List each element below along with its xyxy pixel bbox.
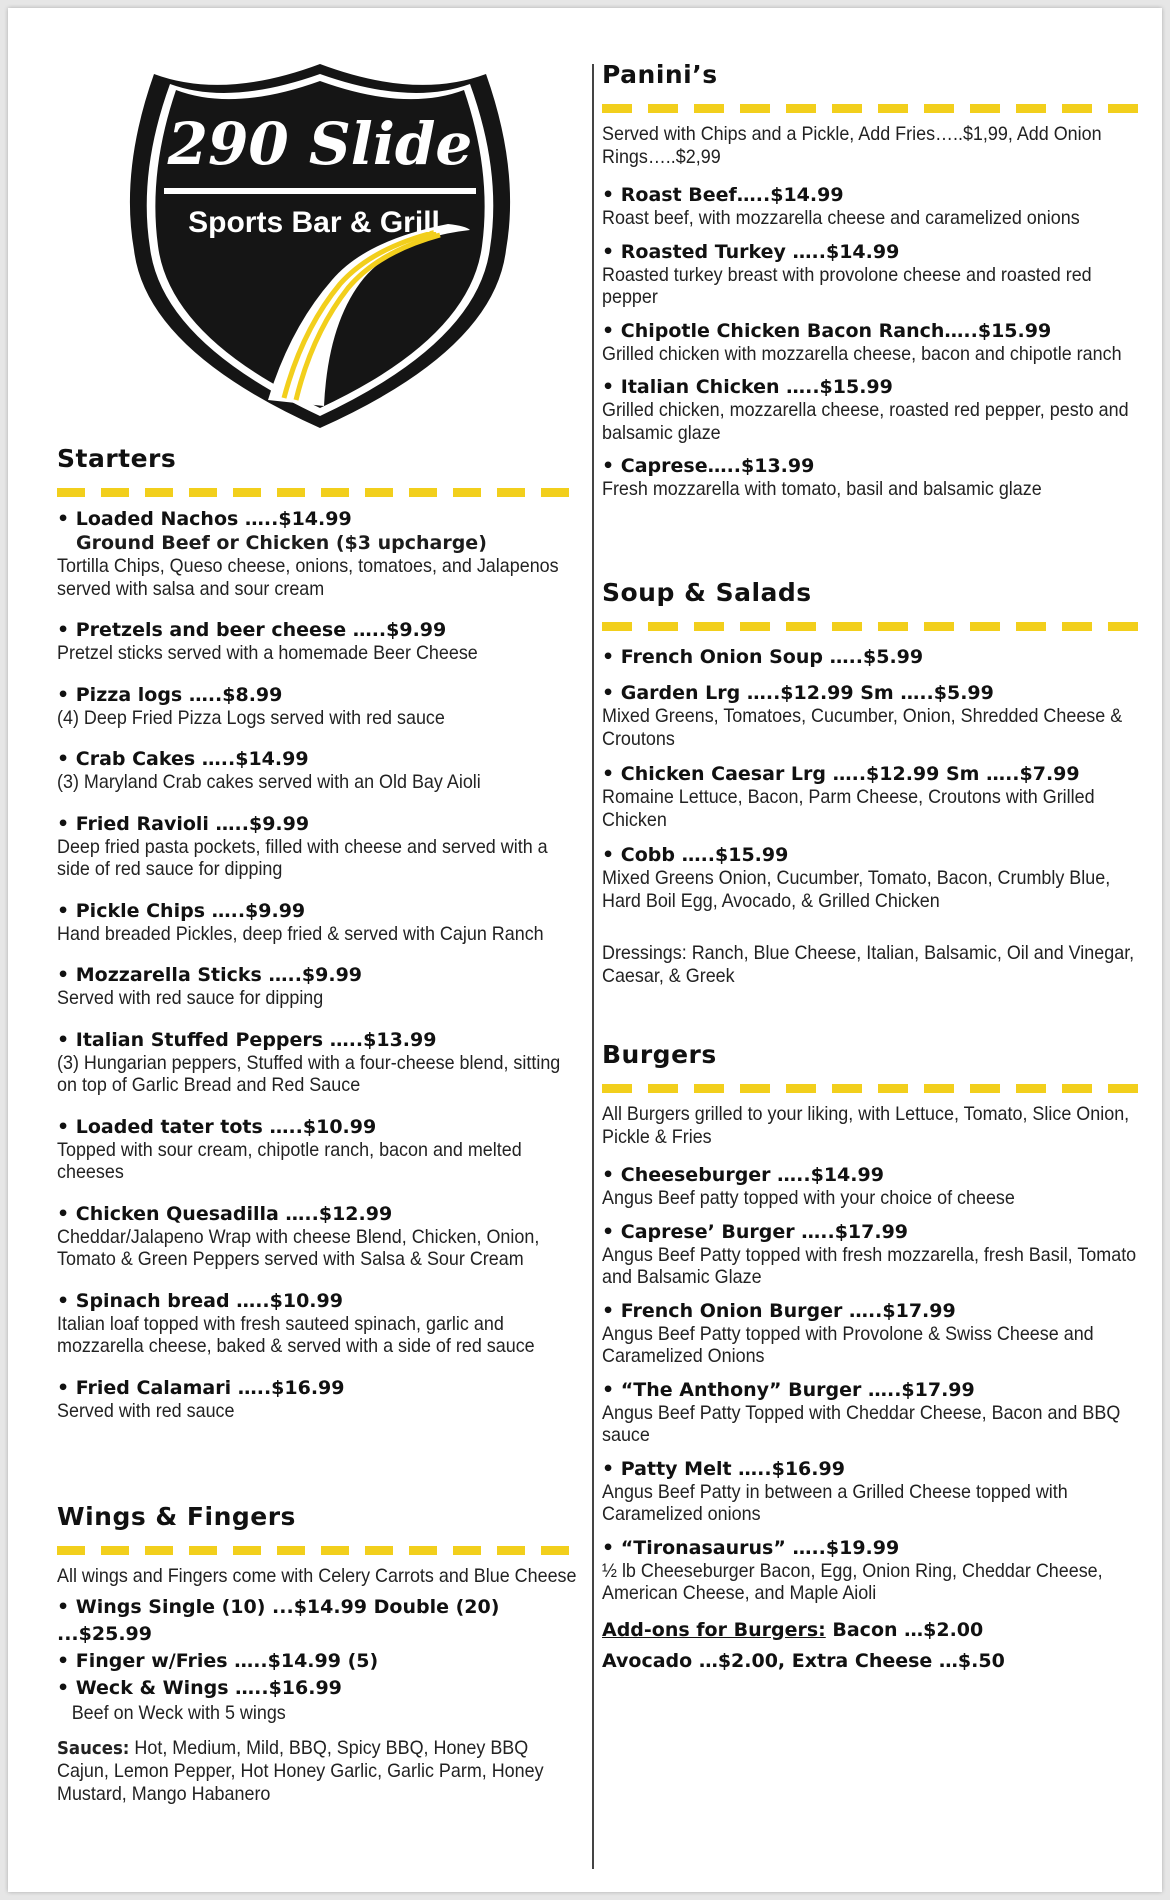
menu-item xyxy=(57,507,577,600)
item-name: • Chicken Quesadilla …..$12.99 xyxy=(57,1202,393,1225)
addons-label: Add-ons for Burgers: xyxy=(602,1618,826,1641)
item-description: Angus Beef Patty topped with fresh mozzarella, fresh Basil, Tomato and Balsamic Glaze xyxy=(602,1243,1137,1288)
item-name: • Patty Melt …..$16.99 xyxy=(602,1457,845,1480)
section-title: Starters xyxy=(57,444,177,473)
sauces-label: Sauces: xyxy=(57,1737,130,1759)
menu-item xyxy=(57,1289,577,1358)
menu-item xyxy=(57,1202,577,1271)
item-name: • Mozzarella Sticks …..$9.99 xyxy=(57,964,363,986)
item-description: Angus Beef Patty Topped with Cheddar Cheese, Bacon and BBQ sauce xyxy=(602,1401,1121,1446)
wings-line-fingers: • Finger w/Fries …..$14.99 (5) xyxy=(57,1650,379,1672)
section-title: Burgers xyxy=(602,1040,717,1069)
item-description: Served with red sauce for dipping xyxy=(57,987,324,1009)
item-description: Hand breaded Pickles, deep fried & served with Cajun Ranch xyxy=(57,922,544,945)
paninis-intro: Served with Chips and a Pickle, Add Fries…..$1,99, Add Onion Rings…..$2,99 xyxy=(602,123,1102,168)
burger-addons-line-2: Avocado …$2.00, Extra Cheese …$.50 xyxy=(602,1649,1005,1672)
item-name: • Loaded Nachos …..$14.99 xyxy=(57,508,352,530)
item-description: ½ lb Cheeseburger Bacon, Egg, Onion Ring, Cheddar Cheese, American Cheese, and Maple Aioli xyxy=(602,1559,1103,1604)
section-title: Soup & Salads xyxy=(602,578,812,607)
item-description: Roasted turkey breast with provolone cheese and roasted red pepper xyxy=(602,263,1092,308)
item-name: • Crab Cakes …..$14.99 xyxy=(57,748,309,770)
soups-section xyxy=(602,578,1142,987)
wings-line-wings: • Wings Single (10) ...$14.99 Double (20) ...$25.99 xyxy=(57,1596,500,1645)
section-divider xyxy=(602,622,1142,631)
logo-subtitle: Sports Bar & Grill xyxy=(188,206,440,239)
menu-item xyxy=(602,1299,1142,1368)
item-description: Angus Beef Patty in between a Grilled Cheese topped with Caramelized onions xyxy=(602,1480,1068,1525)
column-divider xyxy=(592,64,594,1869)
item-name: • Roasted Turkey …..$14.99 xyxy=(602,240,900,263)
item-name: • Garden Lrg …..$12.99 Sm …..$5.99 xyxy=(602,682,994,704)
menu-item xyxy=(57,618,577,665)
section-divider xyxy=(57,1546,577,1555)
menu-item xyxy=(602,183,1142,230)
menu-item xyxy=(602,681,1142,750)
burger-addons-line xyxy=(602,1617,1142,1644)
menu-item xyxy=(602,1457,1142,1526)
item-description: Cheddar/Jalapeno Wrap with cheese Blend, Chicken, Onion, Tomato & Green Peppers served with Salsa & Sour Cream xyxy=(57,1225,540,1270)
menu-item xyxy=(57,1028,577,1097)
menu-item xyxy=(57,747,577,794)
menu-item xyxy=(602,1220,1142,1289)
item-name: • Caprese’ Burger …..$17.99 xyxy=(602,1220,909,1243)
item-description: Angus Beef Patty topped with Provolone & Swiss Cheese and Caramelized Onions xyxy=(602,1322,1094,1367)
item-name: • Pretzels and beer cheese …..$9.99 xyxy=(57,619,447,641)
logo-title: 290 Slide xyxy=(167,110,473,178)
section-title: Panini’s xyxy=(602,60,718,89)
section-divider xyxy=(602,104,1142,113)
dressings-text: Dressings: Ranch, Blue Cheese, Italian, Balsamic, Oil and Vinegar, Caesar, & Greek xyxy=(602,942,1135,987)
item-description: (4) Deep Fried Pizza Logs served with red sauce xyxy=(57,706,445,729)
paninis-list xyxy=(602,183,1142,501)
item-description: Tortilla Chips, Queso cheese, onions, tomatoes, and Jalapenos served with salsa and sour cream xyxy=(57,555,559,600)
soups-list xyxy=(602,645,1142,912)
section-title: Wings & Fingers xyxy=(57,1502,296,1531)
menu-item xyxy=(57,963,577,1010)
menu-item xyxy=(602,1378,1142,1447)
menu-item xyxy=(57,683,577,730)
menu-item xyxy=(57,812,577,881)
item-name: • Chipotle Chicken Bacon Ranch…..$15.99 xyxy=(602,319,1052,342)
item-name: • “Tironasaurus” …..$19.99 xyxy=(602,1536,900,1559)
menu-item xyxy=(602,843,1142,912)
menu-item xyxy=(57,899,577,946)
item-name: • “The Anthony” Burger …..$17.99 xyxy=(602,1378,975,1401)
item-description: Grilled chicken with mozzarella cheese, bacon and chipotle ranch xyxy=(602,342,1122,365)
item-name: • Italian Chicken …..$15.99 xyxy=(602,376,893,398)
menu-item xyxy=(602,645,1142,669)
item-description: Pretzel sticks served with a homemade Beer Cheese xyxy=(57,642,478,664)
item-description: Topped with sour cream, chipotle ranch, bacon and melted cheeses xyxy=(57,1138,522,1183)
menu-item xyxy=(602,1163,1142,1210)
menu-page xyxy=(8,8,1162,1892)
item-name: • Pizza logs …..$8.99 xyxy=(57,683,283,706)
menu-item xyxy=(57,1376,577,1423)
logo-shield xyxy=(118,60,522,434)
starters-list xyxy=(57,507,577,1422)
item-description: (3) Maryland Crab cakes served with an Old Bay Aioli xyxy=(57,771,481,793)
item-description: Roast beef, with mozzarella cheese and caramelized onions xyxy=(602,207,1080,229)
addons-bacon: Bacon …$2.00 xyxy=(832,1618,984,1641)
item-name: • Fried Ravioli …..$9.99 xyxy=(57,812,310,835)
item-description: Served with red sauce xyxy=(57,1399,235,1422)
item-description: Mixed Greens Onion, Cucumber, Tomato, Bacon, Crumbly Blue, Hard Boil Egg, Avocado, & Grilled Chicken xyxy=(602,867,1111,912)
menu-item xyxy=(602,454,1142,501)
menu-item xyxy=(602,762,1142,831)
menu-item xyxy=(602,240,1142,309)
burgers-section xyxy=(602,1040,1142,1675)
item-name: • Spinach bread …..$10.99 xyxy=(57,1289,343,1312)
item-description: Romaine Lettuce, Bacon, Parm Cheese, Croutons with Grilled Chicken xyxy=(602,786,1095,831)
menu-item xyxy=(602,319,1142,366)
item-name: • French Onion Burger …..$17.99 xyxy=(602,1299,956,1322)
item-description: Italian loaf topped with fresh sauteed spinach, garlic and mozzarella cheese, baked & served with a side of red sauce xyxy=(57,1312,535,1357)
wings-weck-desc: Beef on Weck with 5 wings xyxy=(71,1702,286,1724)
item-name: • Roast Beef…..$14.99 xyxy=(602,184,844,206)
item-name: • Pickle Chips …..$9.99 xyxy=(57,899,306,922)
item-description: Fresh mozzarella with tomato, basil and balsamic glaze xyxy=(602,478,1042,500)
burgers-list xyxy=(602,1163,1142,1605)
item-name: • Caprese…..$13.99 xyxy=(602,455,815,477)
burgers-intro: All Burgers grilled to your liking, with Lettuce, Tomato, Slice Onion, Pickle & Fries xyxy=(602,1103,1130,1148)
wings-section xyxy=(57,1502,577,1805)
section-divider xyxy=(57,488,577,497)
menu-item xyxy=(57,1115,577,1184)
item-description: Deep fried pasta pockets, filled with cheese and served with a side of red sauce for dipping xyxy=(57,835,548,880)
item-name: • Fried Calamari …..$16.99 xyxy=(57,1376,345,1399)
sauces-list: Hot, Medium, Mild, BBQ, Spicy BBQ, Honey BBQ Cajun, Lemon Pepper, Hot Honey Garlic, Garlic Parm, Honey Mustard, Mango Habanero xyxy=(57,1736,544,1805)
item-name: • Italian Stuffed Peppers …..$13.99 xyxy=(57,1028,437,1051)
item-name: • Chicken Caesar Lrg …..$12.99 Sm …..$7.99 xyxy=(602,763,1080,785)
item-name: • Cobb …..$15.99 xyxy=(602,844,789,866)
starters-section xyxy=(57,444,577,1422)
item-name: • Loaded tater tots …..$10.99 xyxy=(57,1115,377,1138)
item-description: Mixed Greens, Tomatoes, Cucumber, Onion, Shredded Cheese & Croutons xyxy=(602,705,1123,750)
item-name: • Cheeseburger …..$14.99 xyxy=(602,1164,884,1186)
section-divider xyxy=(602,1084,1142,1093)
wings-intro: All wings and Fingers come with Celery Carrots and Blue Cheese xyxy=(57,1565,577,1587)
paninis-section xyxy=(602,60,1142,501)
item-subtitle: Ground Beef or Chicken ($3 upcharge) xyxy=(76,532,487,554)
item-description: Grilled chicken, mozzarella cheese, roasted red pepper, pesto and balsamic glaze xyxy=(602,399,1129,444)
menu-item xyxy=(602,375,1142,444)
item-description: (3) Hungarian peppers, Stuffed with a four-cheese blend, sitting on top of Garlic Bread and Red Sauce xyxy=(57,1051,561,1096)
wings-line-weck: • Weck & Wings …..$16.99 xyxy=(57,1677,342,1699)
item-description: Angus Beef patty topped with your choice of cheese xyxy=(602,1187,1015,1209)
menu-item xyxy=(602,1536,1142,1605)
sauces-line xyxy=(57,1737,583,1806)
item-name: • French Onion Soup …..$5.99 xyxy=(602,646,924,668)
